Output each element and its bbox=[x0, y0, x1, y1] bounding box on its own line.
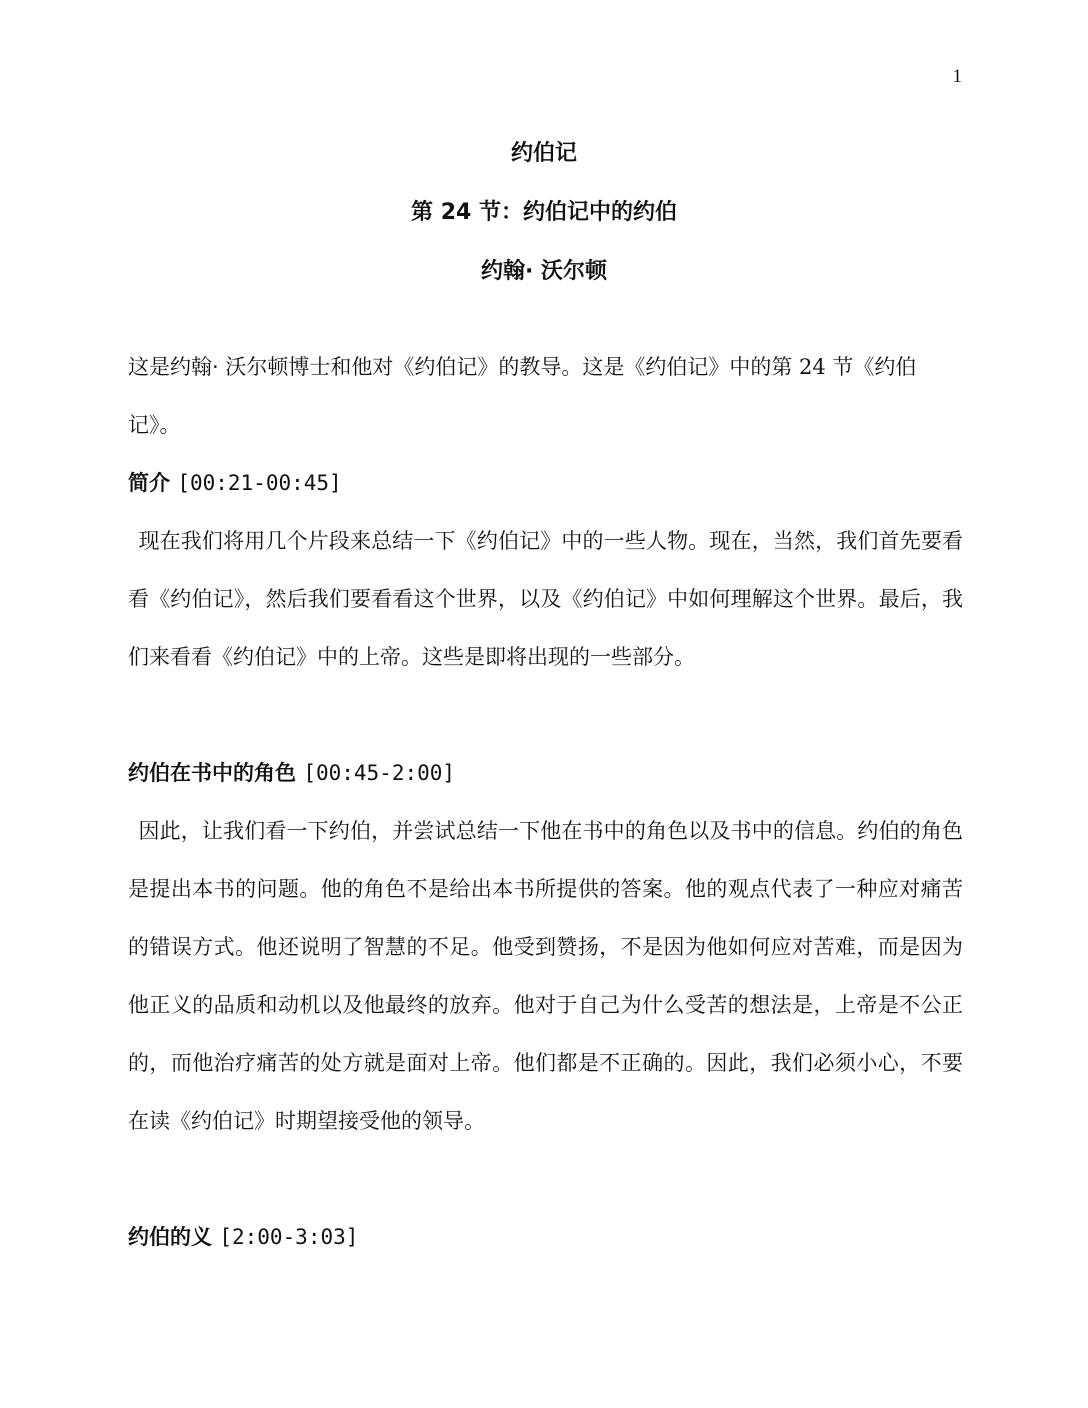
section-paragraph-intro: 现在我们将用几个片段来总结一下《约伯记》中的一些人物。现在，当然，我们首先要看看《约伯记》，然后我们要看看这个世界，以及《约伯记》中如何理解这个世界。最后，我们来看看《约伯记》中的上帝。这些是即将出现的一些部分。 bbox=[128, 529, 963, 669]
spacer bbox=[128, 686, 963, 744]
section-heading-text: 约伯的义 bbox=[128, 1225, 212, 1249]
document-body bbox=[128, 338, 963, 1266]
section-timestamp: [00:21-00:45] bbox=[177, 471, 342, 495]
section-heading-text: 简介 bbox=[128, 471, 170, 495]
intro-paragraph: 这是约翰· 沃尔顿博士和他对《约伯记》的教导。这是《约伯记》中的第 24 节《约伯记》。 bbox=[128, 355, 917, 437]
spacer bbox=[128, 1150, 963, 1208]
author-name: 约翰· 沃尔顿 bbox=[480, 259, 608, 284]
section-heading-job-role bbox=[128, 744, 963, 802]
document-title: 约伯记 bbox=[510, 141, 577, 166]
page-number: 1 bbox=[952, 66, 962, 87]
section-timestamp: [2:00-3:03] bbox=[219, 1225, 359, 1249]
section-heading-text: 约伯在书中的角色 bbox=[128, 761, 296, 785]
section-heading-intro bbox=[128, 454, 963, 512]
section-timestamp: [00:45-2:00] bbox=[303, 761, 456, 785]
lecture-subtitle: 第 24 节：约伯记中的约伯 bbox=[411, 200, 677, 225]
section-heading-job-righteousness bbox=[128, 1208, 963, 1266]
section-paragraph-job-role: 因此，让我们看一下约伯，并尝试总结一下他在书中的角色以及书中的信息。约伯的角色是提出本书的问题。他的角色不是给出本书所提供的答案。他的观点代表了一种应对痛苦的错误方式。他还说明了智慧的不足。他受到赞扬，不是因为他如何应对苦难，而是因为他正义的品质和动机以及他最终的放弃。他对于自己为什么受苦的想法是，上帝是不公正的，而他治疗痛苦的处方就是面对上帝。他们都是不正确的。因此，我们必须小心，不要在读《约伯记》时期望接受他的领导。 bbox=[128, 819, 963, 1133]
